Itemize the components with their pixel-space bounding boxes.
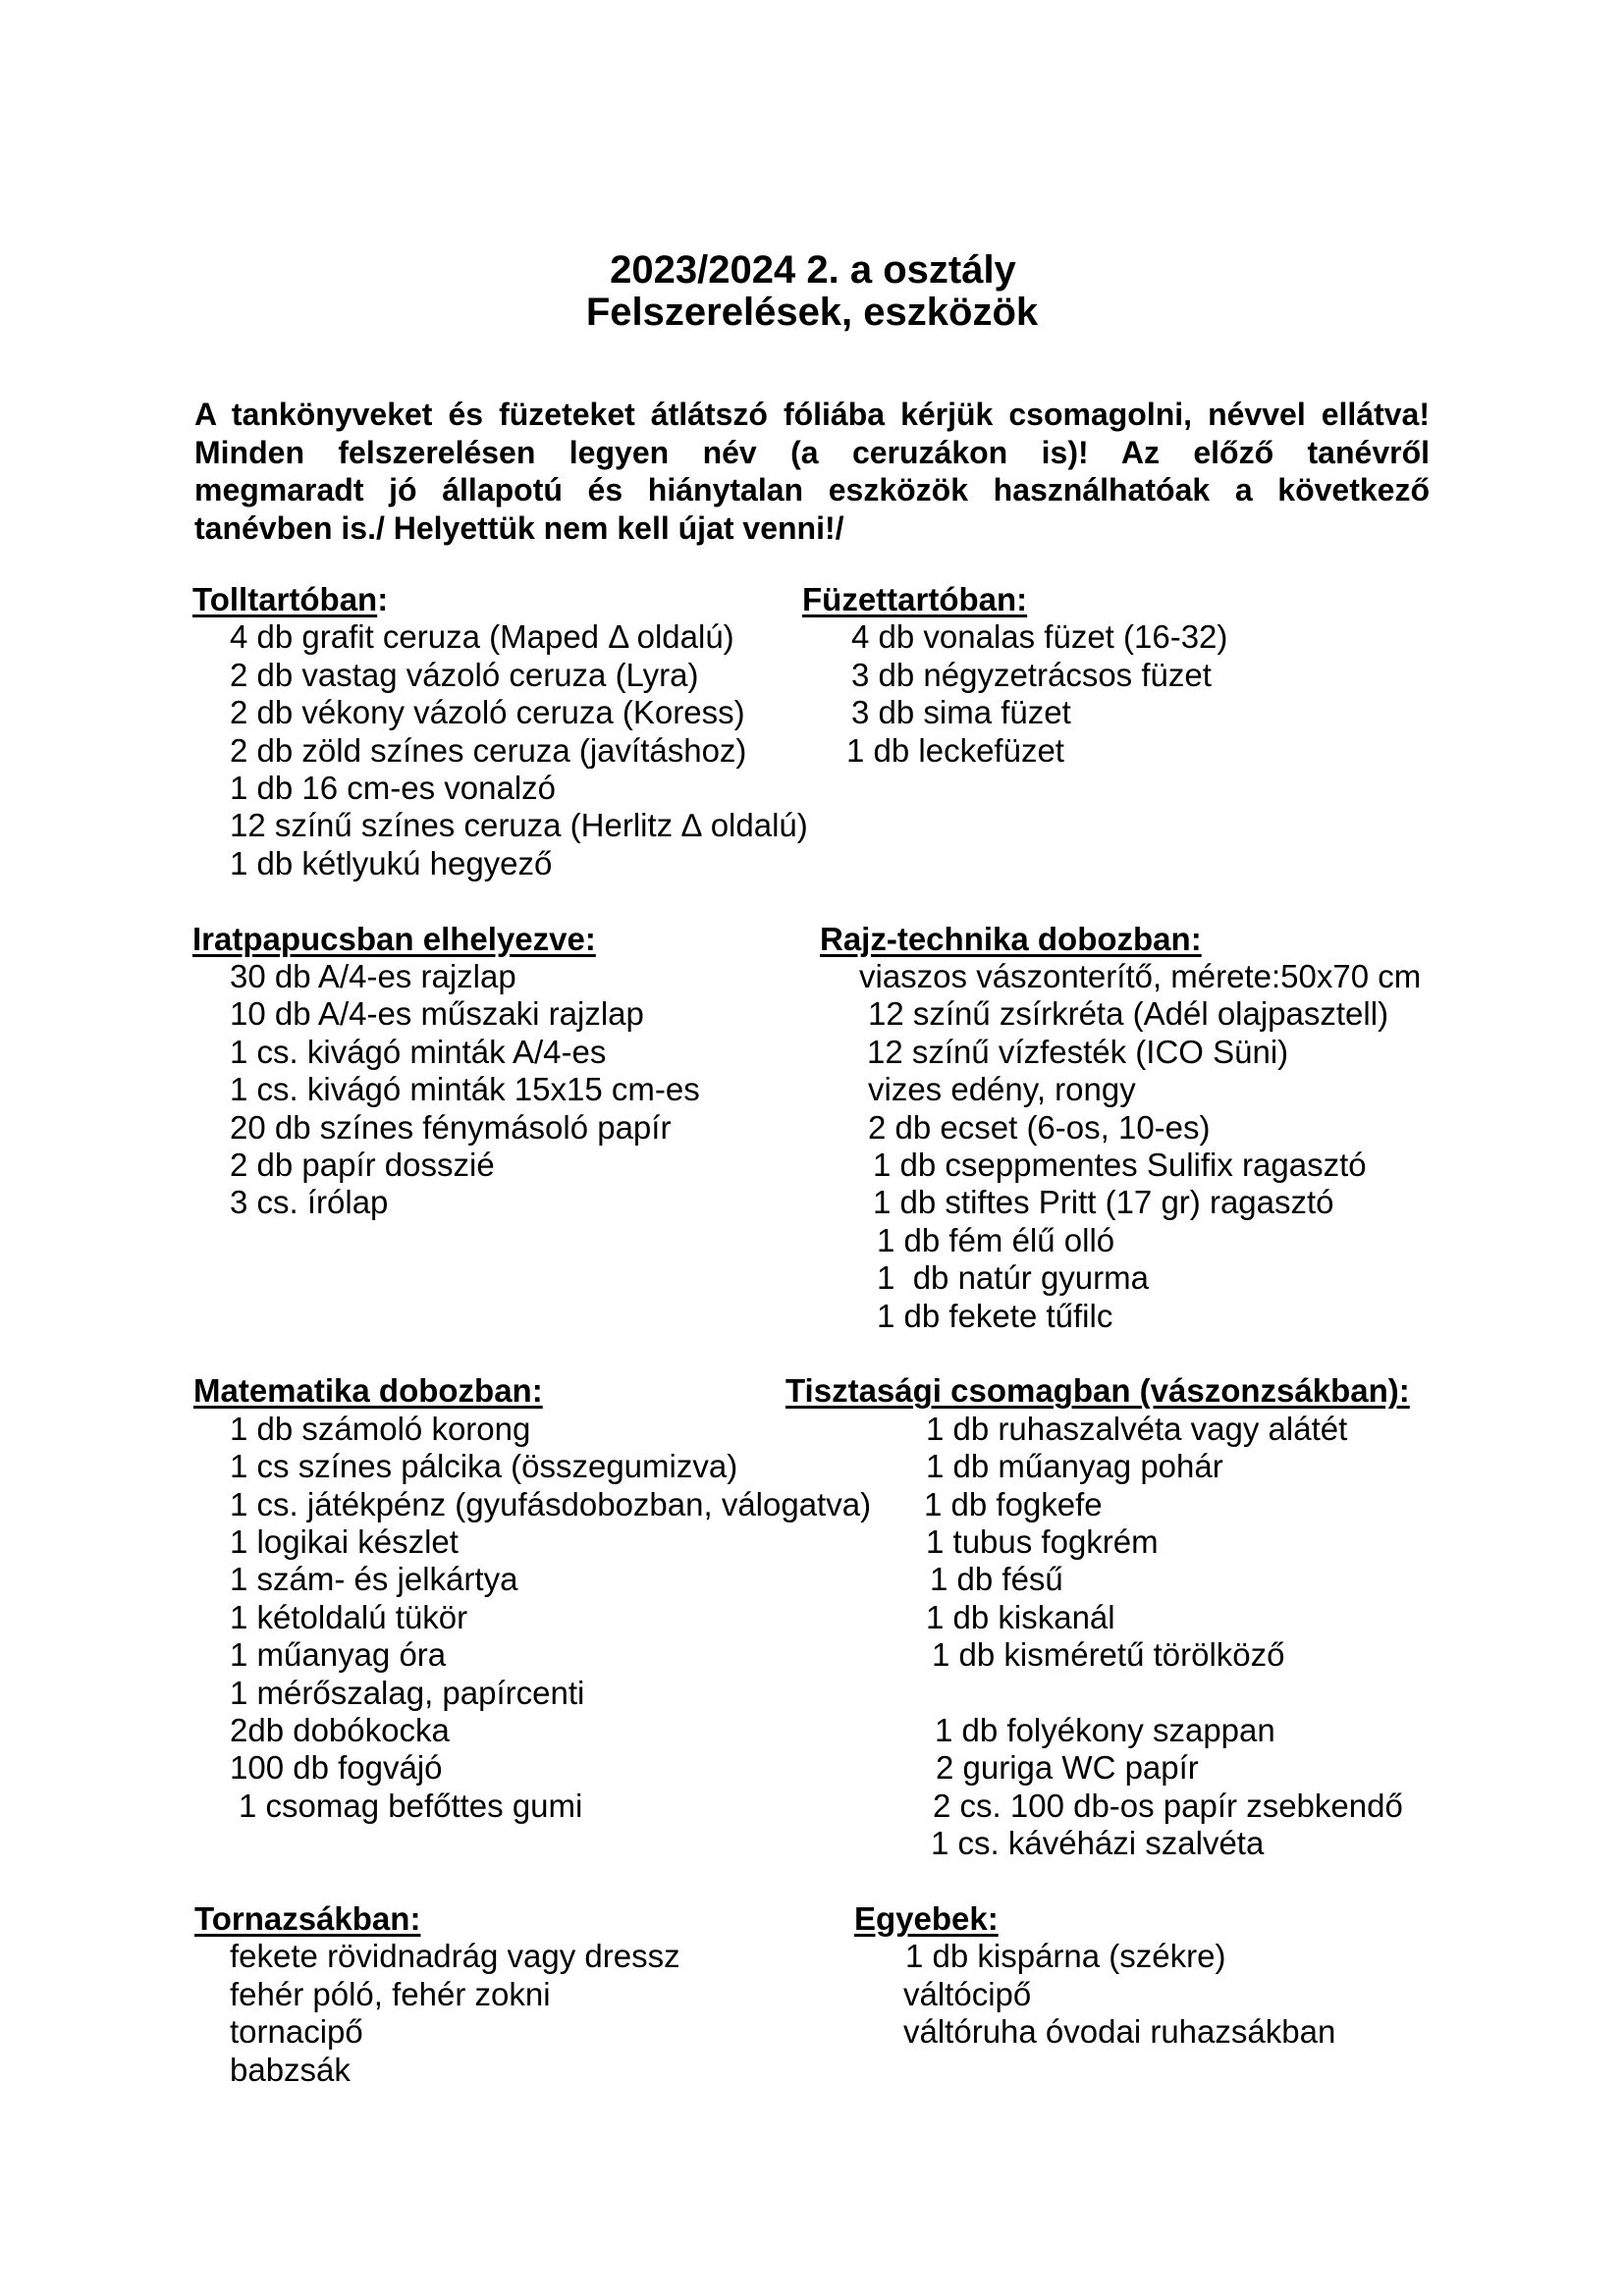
heading-text: Rajz-technika dobozban: [820, 920, 1202, 957]
list-item: 3 db sima füzet [851, 694, 1071, 731]
list-item: 12 színű zsírkréta (Adél olajpasztell) [868, 995, 1389, 1033]
document-title: 2023/2024 2. a osztály [610, 248, 1016, 292]
list-item: 30 db A/4-es rajzlap [230, 958, 516, 994]
list-item: 1 db leckefüzet [846, 731, 1064, 769]
heading-text: Matematika dobozban: [193, 1372, 543, 1410]
heading-text: Tolltartóban [192, 581, 378, 617]
list-item: 1 kétoldalú tükör [230, 1598, 468, 1635]
document-subtitle: Felszerelések, eszközök [585, 291, 1039, 334]
list-item: 1 csomag befőttes gumi [239, 1787, 583, 1824]
list-item: 3 db négyzetrácsos füzet [851, 656, 1212, 693]
section-heading-tornazsak [194, 1900, 420, 1938]
list-item: 2 db vékony vázoló ceruza (Koress) [230, 694, 745, 731]
list-item: 2 db papír dosszié [230, 1147, 495, 1183]
list-item: váltócipő [903, 1975, 1032, 2012]
heading-text: Tornazsákban: [194, 1900, 421, 1937]
intro-line: A tankönyveket és füzeteket átlátszó fóliába kérjük csomagolni, névvel ellátva! [194, 397, 1430, 432]
list-item: 1 db ruhaszalvéta vagy alátét [926, 1410, 1348, 1447]
list-item: 1 logikai készlet [230, 1523, 459, 1560]
intro-paragraph [194, 396, 1430, 547]
list-item: 12 színű színes ceruza (Herlitz ∆ oldalú) [230, 807, 808, 844]
list-item: 1 cs. kávéházi szalvéta [931, 1825, 1265, 1862]
list-item: fekete rövidnadrág vagy dressz [230, 1938, 680, 1975]
list-item: 10 db A/4-es műszaki rajzlap [230, 995, 644, 1033]
list-item: 1 db kiskanál [926, 1598, 1115, 1635]
list-item: 1 db natúr gyurma [877, 1259, 1149, 1297]
list-item: 1 cs színes pálcika (összegumizva) [230, 1448, 738, 1485]
list-item: 1 szám- és jelkártya [230, 1561, 518, 1598]
list-item: 1 db kétlyukú hegyező [230, 844, 553, 881]
list-item: 4 db vonalas füzet (16-32) [851, 618, 1228, 656]
section-heading-matematika [193, 1372, 543, 1410]
intro-line: tanévben is./ Helyettük nem kell újat venni!/ [194, 509, 844, 546]
list-item: 2 db zöld színes ceruza (javításhoz) [230, 731, 747, 769]
list-item: 1 db kispárna (székre) [905, 1938, 1226, 1975]
list-item: 1 db cseppmentes Sulifix ragasztó [873, 1147, 1367, 1183]
list-item: 1 mérőszalag, papírcenti [230, 1674, 585, 1711]
list-item: 1 db fésű [930, 1561, 1063, 1598]
list-item: 1 db fogkefe [924, 1485, 1103, 1522]
section-heading-iratpapucs [192, 921, 596, 958]
heading-text: Egyebek: [854, 1900, 999, 1937]
list-item: 1 cs. kivágó minták 15x15 cm-es [230, 1071, 700, 1108]
list-item: 1 db számoló korong [230, 1410, 531, 1447]
heading-text: Füzettartóban: [802, 581, 1028, 617]
list-item: 12 színű vízfesték (ICO Süni) [867, 1033, 1289, 1070]
list-item: 20 db színes fénymásoló papír [230, 1108, 672, 1146]
list-item: babzsák [230, 2051, 351, 2088]
list-item: 2 guriga WC papír [936, 1749, 1199, 1787]
list-item: 1 db fém élű olló [877, 1221, 1115, 1258]
list-item: 1 db 16 cm-es vonalzó [230, 770, 557, 806]
list-item: vizes edény, rongy [868, 1071, 1136, 1108]
section-heading-rajztechnika [820, 921, 1202, 958]
list-item: fehér póló, fehér zokni [230, 1975, 551, 2012]
list-item: 1 cs. kivágó minták A/4-es [230, 1033, 607, 1070]
list-item: 1 db folyékony szappan [935, 1712, 1275, 1748]
list-item: 3 cs. írólap [230, 1184, 389, 1221]
list-item: 1 db stiftes Pritt (17 gr) ragasztó [873, 1184, 1334, 1221]
heading-text: Tisztasági csomagban (vászonzsákban): [785, 1372, 1410, 1410]
section-heading-egyebek [854, 1900, 999, 1938]
intro-line: megmaradt jó állapotú és hiánytalan eszközök használhatóak a következő [194, 472, 1430, 507]
list-item: viaszos vászonterítő, mérete:50x70 cm [859, 958, 1422, 994]
list-item: tornacipő [230, 2013, 363, 2051]
list-item: 1 db műanyag pohár [926, 1448, 1223, 1485]
intro-line: Minden felszerelésen legyen név (a ceruzákon is)! Az előző tanévről [194, 434, 1430, 470]
list-item: 1 tubus fogkrém [926, 1523, 1159, 1560]
list-item: 4 db grafit ceruza (Maped Δ oldalú) [230, 618, 734, 656]
heading-colon: : [377, 581, 389, 617]
list-item: 100 db fogvájó [230, 1749, 443, 1787]
list-item: 2 db ecset (6-os, 10-es) [868, 1108, 1211, 1146]
section-heading-tolltarto [192, 581, 388, 618]
list-item: 2 cs. 100 db-os papír zsebkendő [933, 1787, 1403, 1824]
list-item: 1 db fekete tűfilc [877, 1297, 1113, 1334]
section-heading-fuzettarto [802, 581, 1027, 618]
list-item: 1 cs. játékpénz (gyufásdobozban, válogatva) [230, 1485, 872, 1522]
heading-text: Iratpapucsban elhelyezve: [192, 920, 596, 957]
list-item: váltóruha óvodai ruhazsákban [903, 2013, 1336, 2051]
section-heading-tisztasagi [785, 1372, 1410, 1410]
list-item: 2db dobókocka [230, 1712, 450, 1748]
list-item: 1 db kisméretű törölköző [932, 1636, 1285, 1674]
list-item: 2 db vastag vázoló ceruza (Lyra) [230, 656, 699, 693]
list-item: 1 műanyag óra [230, 1636, 447, 1674]
